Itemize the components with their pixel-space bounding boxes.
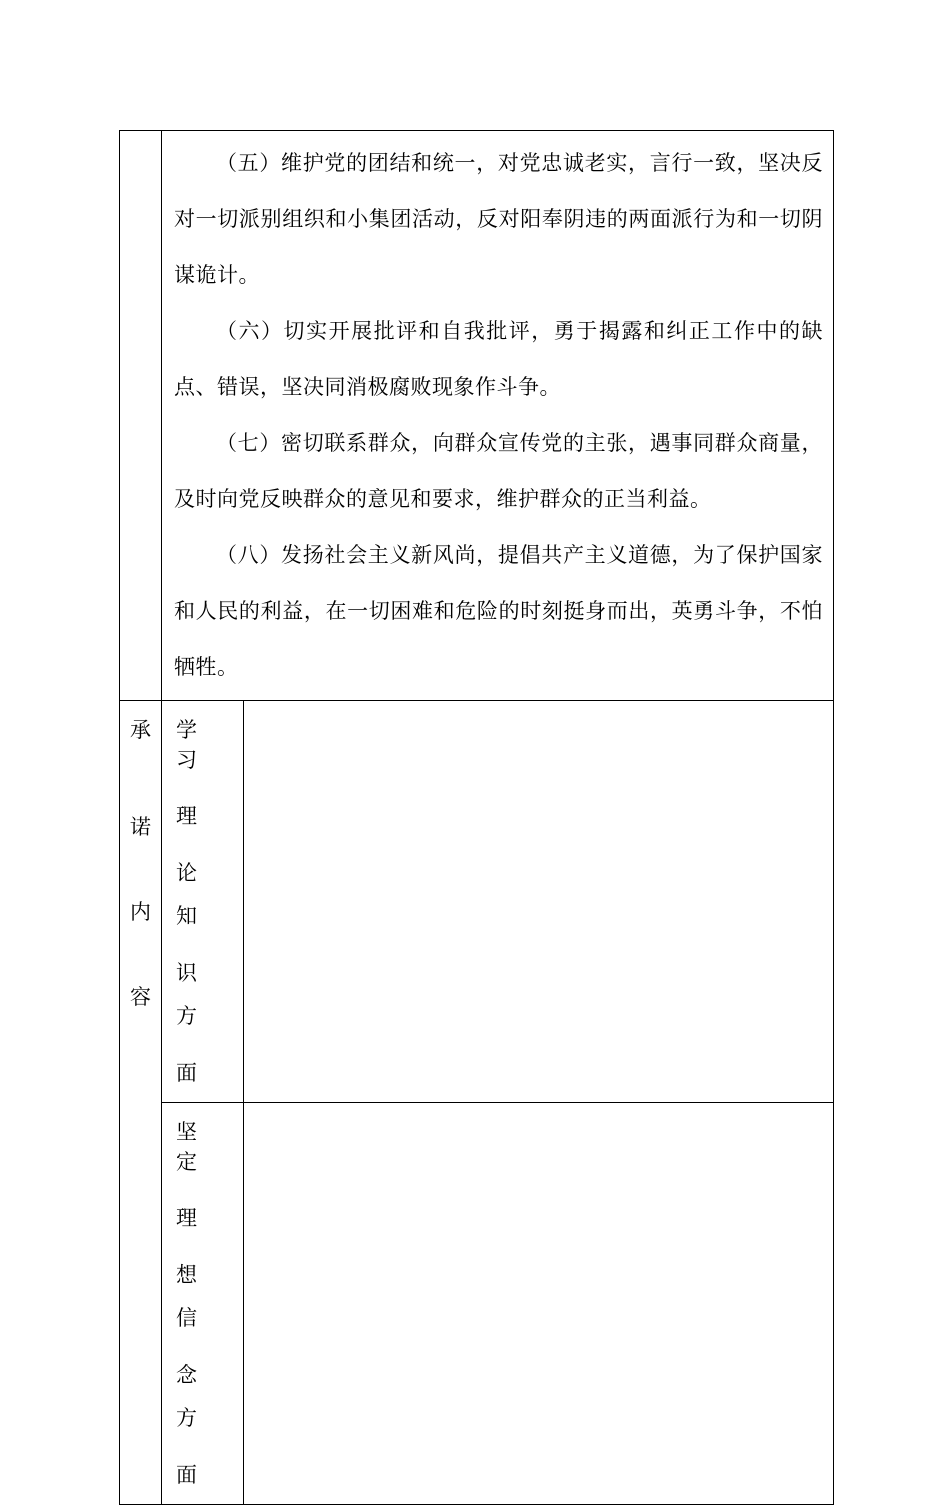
obligation-paragraph-7: （七）密切联系群众，向群众宣传党的主张，遇事同群众商量，及时向党反映群众的意见和要求，维护群众的正当利益。 (174, 431, 823, 511)
label-char: 内 (130, 900, 151, 924)
study-theory-label (162, 701, 244, 1103)
sub-label-line: 学习 (176, 718, 211, 772)
sub-label-line: 方面 (176, 1406, 211, 1487)
firm-ideals-content-field[interactable] (244, 1103, 834, 1505)
label-char: 容 (130, 985, 151, 1009)
obligations-text-cell (162, 131, 834, 701)
sub-label-line: 理想 (176, 1206, 211, 1287)
label-char: 承 (130, 718, 151, 742)
obligation-paragraph-6: （六）切实开展批评和自我批评，勇于揭露和纠正工作中的缺点、错误，坚决同消极腐败现象作斗争。 (174, 319, 823, 399)
commitment-form-table (119, 130, 834, 1505)
sub-label-line: 信念 (176, 1306, 211, 1387)
obligation-paragraph-5: （五）维护党的团结和统一，对党忠诚老实，言行一致，坚决反对一切派别组织和小集团活动，反对阳奉阴违的两面派行为和一切阴谋诡计。 (174, 151, 823, 287)
sub-label-line: 方面 (176, 1004, 211, 1085)
blank-left-cell (120, 131, 162, 701)
label-char: 诺 (130, 815, 151, 839)
sub-label-line: 知识 (176, 904, 211, 985)
commitment-content-label (120, 701, 162, 1505)
firm-ideals-label (162, 1103, 244, 1505)
study-theory-content-field[interactable] (244, 701, 834, 1103)
obligation-paragraph-8: （八）发扬社会主义新风尚，提倡共产主义道德，为了保护国家和人民的利益，在一切困难和危险的时刻挺身而出，英勇斗争，不怕牺牲。 (174, 543, 823, 679)
sub-label-line: 坚定 (176, 1120, 211, 1174)
sub-label-line: 理论 (176, 804, 211, 885)
